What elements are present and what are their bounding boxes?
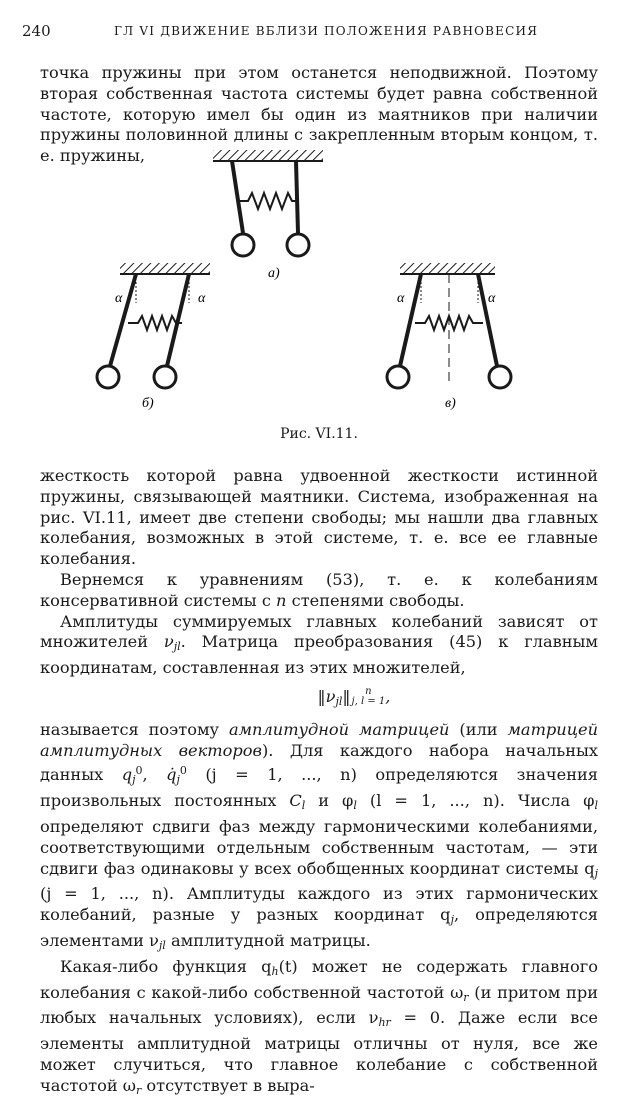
- bob-a-right: [287, 234, 309, 256]
- spring-b: [128, 316, 182, 330]
- angle-b-right: α: [198, 291, 206, 306]
- paragraph-amplitudes: Амплитуды суммируемых главных колебаний зависят от множителей $\nu_{jl}$. Матрица преобразования (45) к главным координатам, составленная из этих множителей,: [40, 611, 598, 678]
- pendulum-rod-a-left: [232, 161, 243, 233]
- bob-b-left: [97, 366, 119, 388]
- bob-a-left: [232, 234, 254, 256]
- running-head: ГЛ VI ДВИЖЕНИЕ ВБЛИЗИ ПОЛОЖЕНИЯ РАВНОВЕСИЯ: [114, 24, 539, 38]
- paragraph-amplitude-matrix: называется поэтому амплитудной матрицей (или матрицей амплитудных векторов). Для каждого набора начальных данных $q_j^0$, $q̇_j^0$ (j = 1, ..., n) определяются значения произвольных постоянных $C_l$ и $\varphi_l$ (l = 1, ..., n). Числа $\varphi_l$ определяют сдвиги фаз между гармоническими колебаниями, соответствующими отдельным собственным частотам, — эти сдвиги фаз одинаковы у всех обобщенных координат системы $q_j$ (j = 1, ..., n). Амплитуды каждого из этих гармонических колебаний, разные у разных координат $q_j$, определяются элементами $\nu_{jl}$ амплитудной матрицы.: [40, 719, 599, 952]
- amplitude-matrix-formula: $‖\nu_{jl}‖$ n j, l = 1 ,: [317, 686, 391, 708]
- angle-b-left: α: [115, 291, 123, 306]
- diagram-a: [213, 150, 323, 281]
- bob-v-left: [387, 366, 409, 388]
- angle-v-right: α: [488, 291, 496, 306]
- ceiling-hatch-b: [120, 263, 210, 273]
- figure-pendulums: [90, 145, 550, 415]
- pendulum-rod-v-right: [478, 274, 497, 366]
- spring-a: [238, 193, 297, 209]
- paragraph-function: Какая-либо функция $q_h(t)$ может не содержать главного колебания с какой-либо собственной частотой $\omega_r$ (и притом при любых начальных условиях), если $\nu_{hr} = 0$. Даже если все элементы амплитудной матрицы отличны от нуля, все же может случиться, что главное колебание с собственной частотой $\omega_r$ отсутствует в выра-: [40, 956, 598, 1097]
- angle-v-left: α: [397, 291, 405, 306]
- diagram-b: [97, 263, 210, 411]
- figure-caption: Рис. VI.11.: [280, 426, 358, 442]
- label-v: в): [445, 396, 456, 411]
- paragraph-system: жесткость которой равна удвоенной жесткости истинной пружины, связывающей маятники. Система, изображенная на рис. VI.11, имеет две степени свободы; мы нашли два главных колебания, возможных в этой системе, т. е. все ее главные колебания.: [40, 466, 598, 569]
- paragraph-return: Вернемся к уравнениям (53), т. е. к колебаниям консервативной системы с n степенями свободы.: [40, 569, 598, 610]
- pendulum-rod-a-right: [296, 161, 298, 233]
- page-header: [22, 22, 610, 44]
- ceiling-hatch-a: [213, 150, 323, 160]
- label-b: б): [142, 396, 154, 411]
- diagram-v: [387, 263, 511, 411]
- text-block-main: [40, 466, 598, 1102]
- bob-v-right: [489, 366, 511, 388]
- label-a: а): [268, 266, 280, 281]
- paragraph-continuation: точка пружины при этом останется неподвижной. Поэтому вторая собственная частота системы будет равна собственной частоте, которую имел бы один из маятников при наличии пружины половинной длины с закрепленным вторым концом, т. е. пружины,: [40, 63, 598, 166]
- ceiling-hatch-v: [400, 263, 495, 273]
- pendulum-rod-b-left: [110, 274, 136, 366]
- pendulum-rod-v-left: [400, 274, 421, 366]
- bob-b-right: [154, 366, 176, 388]
- page-number: 240: [22, 22, 51, 40]
